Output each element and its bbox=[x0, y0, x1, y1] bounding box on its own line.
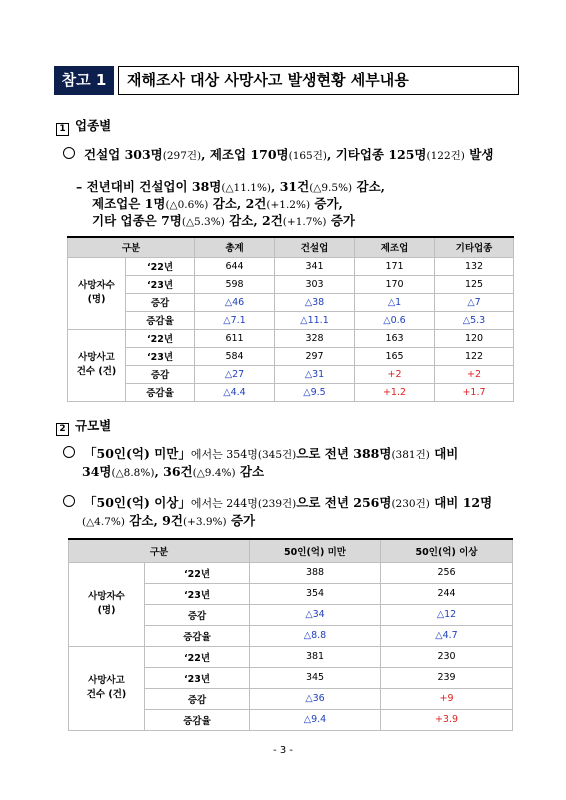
section-number: 1 bbox=[56, 123, 69, 136]
table-row: 증감율 △4.4 △9.5 +1.2 +1.7 bbox=[68, 383, 514, 401]
header-category: 구분 bbox=[69, 539, 250, 562]
group-label-accidents: 사망사고 건수 (건) bbox=[69, 646, 145, 730]
title-tag: 참고 1 bbox=[54, 66, 114, 95]
bullet-circle-icon bbox=[63, 147, 75, 159]
dash-line-2: 제조업은 1명(△0.6%) 감소, 2건(+1.2%) 증가, bbox=[92, 196, 343, 211]
header-category: 구분 bbox=[68, 237, 195, 257]
table-row: 사망자수 (명) ‘22년 388 256 bbox=[69, 562, 513, 583]
group-label-deaths: 사망자수 (명) bbox=[68, 257, 126, 329]
table-row: 증감 △34 △12 bbox=[69, 604, 513, 625]
header-total: 총계 bbox=[195, 237, 275, 257]
header-over-50: 50인(억) 이상 bbox=[381, 539, 513, 562]
bullet-over-50: 「50인(억) 이상」에서는 244명(239건)으로 전년 256명(230건) 대비 12명 bbox=[63, 493, 492, 514]
page-number: - 3 - bbox=[273, 745, 293, 756]
table-row: 증감율 △9.4 +3.9 bbox=[69, 709, 513, 730]
bullet-circle-icon bbox=[63, 446, 75, 458]
group-label-deaths: 사망자수 (명) bbox=[69, 562, 145, 646]
table-row: 사망자수 (명) ‘22년 644 341 171 132 bbox=[68, 257, 514, 275]
dash-line-1: – 전년대비 건설업이 38명(△11.1%), 31건(△9.5%) 감소, bbox=[76, 179, 386, 194]
table-row: 증감 △46 △38 △1 △7 bbox=[68, 293, 514, 311]
size-table bbox=[68, 538, 513, 731]
table-row: 사망사고 건수 (건) ‘22년 381 230 bbox=[69, 646, 513, 667]
bullet-industry-summary: 건설업 303명(297건), 제조업 170명(165건), 기타업종 125명(122건) 발생 bbox=[63, 145, 493, 166]
bullet-circle-icon bbox=[63, 495, 75, 507]
table-row: ‘23년 354 244 bbox=[69, 583, 513, 604]
section-title: 업종별 bbox=[75, 118, 112, 133]
table-row: 증감 △27 △31 +2 +2 bbox=[68, 365, 514, 383]
section-heading-size bbox=[56, 416, 111, 436]
table-row: 증감 △36 +9 bbox=[69, 688, 513, 709]
group-label-accidents: 사망사고 건수 (건) bbox=[68, 329, 126, 401]
title-bar bbox=[54, 66, 512, 95]
bullet-over-50-line2: (△4.7%) 감소, 9건(+3.9%) 증가 bbox=[82, 513, 256, 528]
page-title: 재해조사 대상 사망사고 발생현황 세부내용 bbox=[118, 66, 519, 95]
section-heading-industry bbox=[56, 116, 111, 136]
header-construction: 건설업 bbox=[275, 237, 355, 257]
table-row: ‘23년 584 297 165 122 bbox=[68, 347, 514, 365]
bullet-under-50: 「50인(억) 미만」에서는 354명(345건)으로 전년 388명(381건) 대비 bbox=[63, 444, 458, 465]
section-number: 2 bbox=[56, 423, 69, 436]
section-title: 규모별 bbox=[75, 418, 112, 433]
table-row: ‘23년 345 239 bbox=[69, 667, 513, 688]
table-row: 증감율 △8.8 △4.7 bbox=[69, 625, 513, 646]
table-row: ‘23년 598 303 170 125 bbox=[68, 275, 514, 293]
header-other: 기타업종 bbox=[435, 237, 514, 257]
industry-table bbox=[67, 236, 514, 402]
header-under-50: 50인(억) 미만 bbox=[250, 539, 381, 562]
table-row: 증감율 △7.1 △11.1 △0.6 △5.3 bbox=[68, 311, 514, 329]
table-row: 사망사고 건수 (건) ‘22년 611 328 163 120 bbox=[68, 329, 514, 347]
bullet-under-50-line2: 34명(△8.8%), 36건(△9.4%) 감소 bbox=[82, 464, 265, 479]
dash-line-3: 기타 업종은 7명(△5.3%) 감소, 2건(+1.7%) 증가 bbox=[92, 213, 355, 228]
header-manufacturing: 제조업 bbox=[355, 237, 435, 257]
